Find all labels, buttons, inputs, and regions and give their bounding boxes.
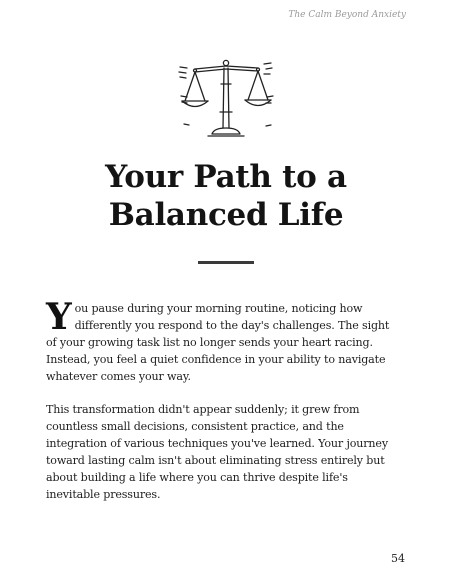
body-paragraph-2: This transformation didn't appear suddenly; it grew from countless small decisions, consistent practice, and the integration of various techniques you've learned. Your journey toward lasting calm isn't about eliminating stress entirely but about building a life where you can thrive despite life's inevitable pressures. bbox=[46, 403, 388, 501]
chapter-title bbox=[0, 158, 452, 234]
drop-cap: Y bbox=[46, 296, 72, 338]
body-paragraph-1-text: ou pause during your morning routine, noticing how differently you respond to the day's challenges. The sight of your growing task list no longer sends your heart racing. Instead, you feel a quiet confidence in your ability to navigate whatever comes your way. bbox=[46, 302, 390, 383]
chapter-title-line-1: Your Path to a bbox=[105, 159, 347, 195]
body-paragraph-1 bbox=[46, 296, 403, 385]
page-number: 54 bbox=[391, 552, 405, 565]
balance-scale-icon bbox=[174, 56, 280, 140]
title-divider bbox=[198, 261, 254, 264]
running-header: The Calm Beyond Anxiety bbox=[288, 10, 406, 20]
chapter-title-line-2: Balanced Life bbox=[108, 197, 344, 233]
